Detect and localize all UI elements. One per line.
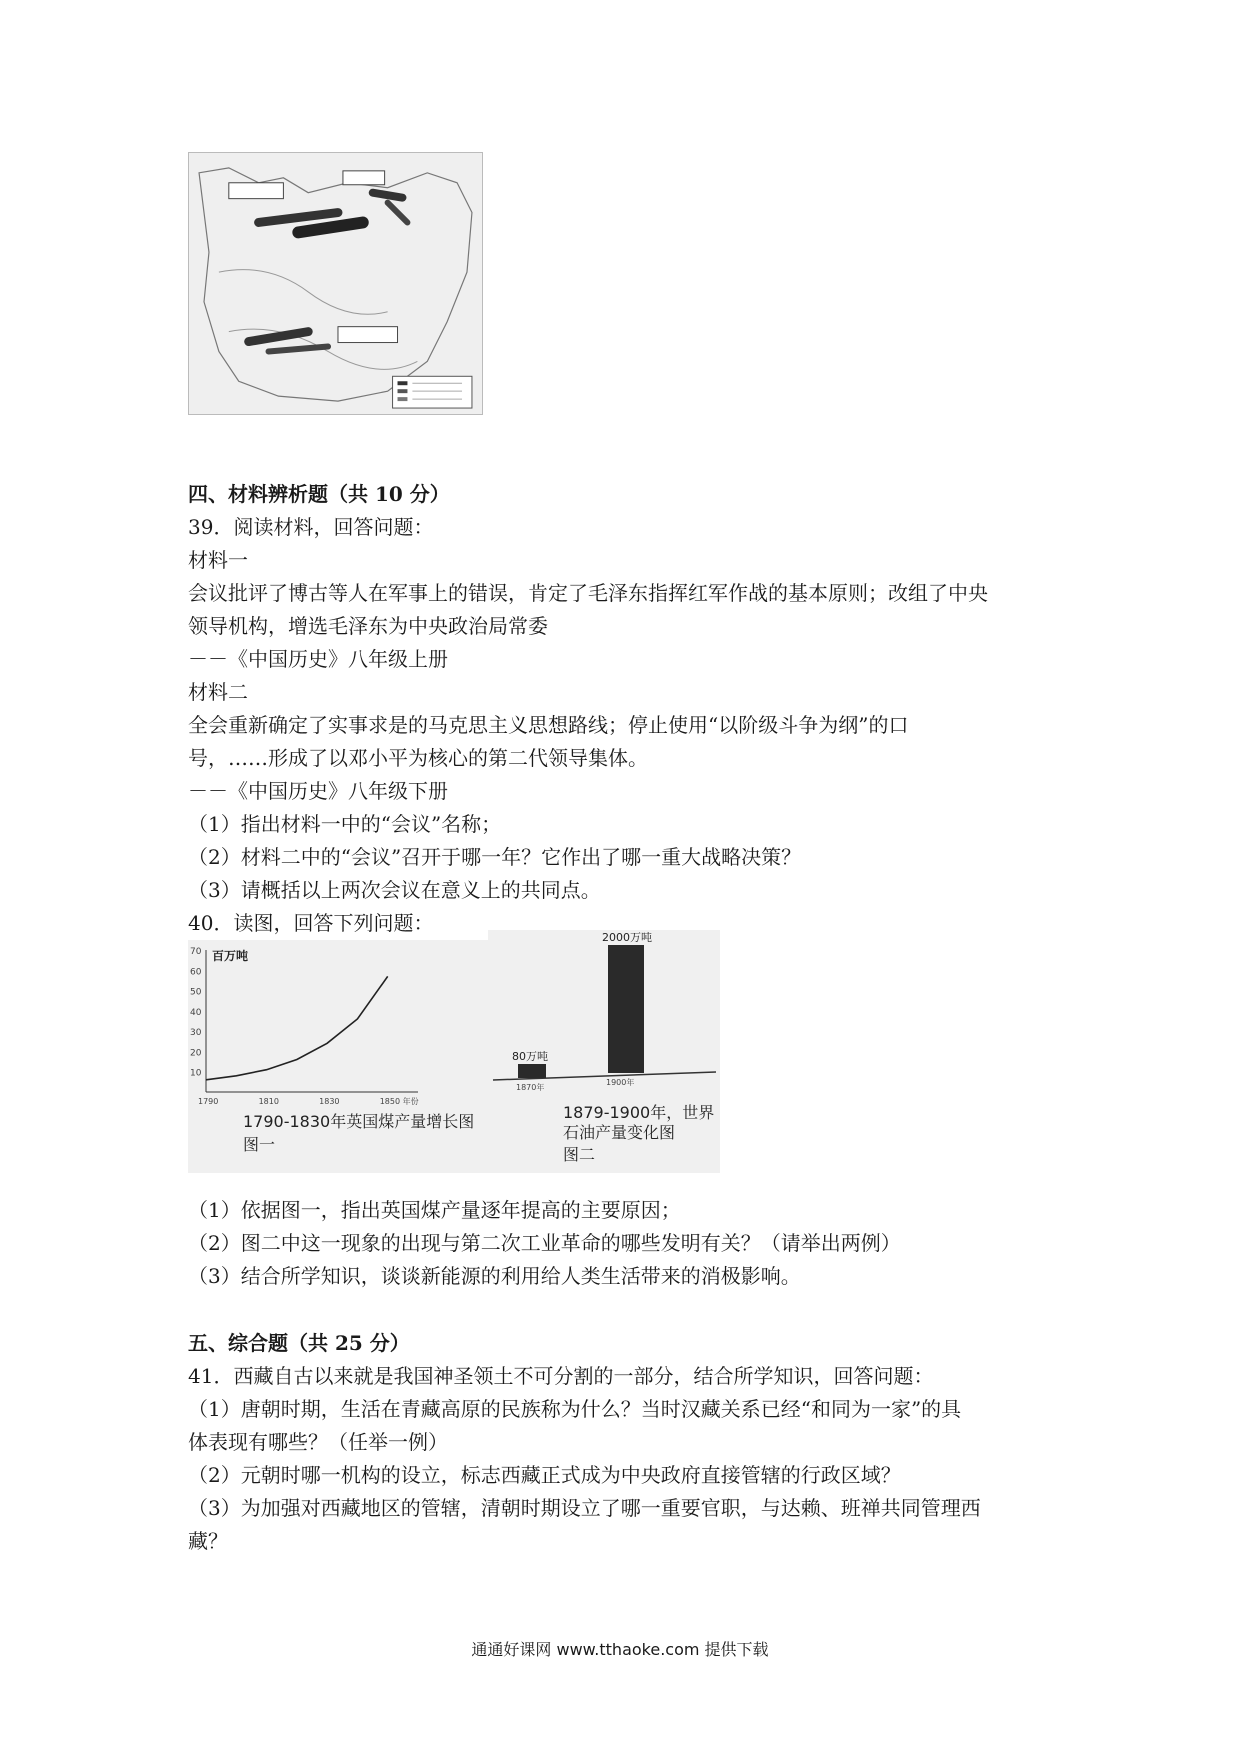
q41-sub2: （2）元朝时哪一机构的设立，标志西藏正式成为中央政府直接管辖的行政区域？ [188,1463,901,1487]
coal-x-tick-label: 1790 [198,1097,219,1106]
q41-sub3-line2: 藏？ [188,1529,228,1553]
oil-chart-title-line2: 石油产量变化图 [563,1123,676,1142]
coal-line-chart [188,940,488,1173]
oil-chart-title-line1: 1879-1900年，世界 [563,1103,715,1122]
oil-x-tick-label: 1870年 [516,1083,545,1092]
q39-material1-line2: 领导机构，增选毛泽东为中央政治局常委 [188,614,548,638]
coal-series-line [206,976,388,1079]
q39-sub2: （2）材料二中的“会议”召开于哪一年？它作出了哪一重大战略决策？ [188,845,802,869]
map-figure [188,152,483,415]
q40-sub3: （3）结合所学知识，谈谈新能源的利用给人类生活带来的消极影响。 [188,1264,801,1288]
coal-y-tick-label: 60 [190,967,202,978]
q39-material1-source: －－《中国历史》八年级上册 [188,647,448,671]
q39-material1-line1: 会议批评了博古等人在军事上的错误，肯定了毛泽东指挥红军作战的基本原则；改组了中央 [188,581,988,605]
q39-sub1: （1）指出材料一中的“会议”名称； [188,812,502,836]
coal-x-tick-label: 1850 年份 [379,1097,419,1106]
coal-y-axis-label: 百万吨 [212,949,249,963]
page-footer: 通通好课网 www.tthaoke.com 提供下载 [471,1640,769,1659]
q40-sub1: （1）依据图一，指出英国煤产量逐年提高的主要原因； [188,1198,681,1222]
oil-chart [488,930,720,1173]
q40-stem: 40．读图，回答下列问题： [188,911,434,935]
oil-bar-chart [488,930,720,1173]
coal-y-tick-label: 40 [190,1007,202,1018]
q41-sub1-line1: （1）唐朝时期，生活在青藏高原的民族称为什么？当时汉藏关系已经“和同为一家”的具 [188,1397,962,1421]
coal-y-tick-label: 10 [190,1068,202,1079]
section5-title: 五、综合题（共 25 分） [188,1331,410,1355]
oil-bar [608,945,644,1073]
q41-sub3-line1: （3）为加强对西藏地区的管辖，清朝时期设立了哪一重要官职，与达赖、班禅共同管理西 [188,1496,981,1520]
q39-material1-title: 材料一 [188,548,248,572]
oil-bar [518,1064,546,1078]
coal-chart-caption: 图一 [243,1135,276,1154]
q39-material2-line1: 全会重新确定了实事求是的马克思主义思想路线；停止使用“以阶级斗争为纲”的口 [188,713,909,737]
q39-sub3: （3）请概括以上两次会议在意义上的共同点。 [188,878,601,902]
coal-x-tick-label: 1830 [319,1097,340,1106]
coal-chart [188,940,488,1173]
oil-chart-caption: 图二 [563,1145,596,1164]
map-drawing [189,153,482,414]
coal-chart-title: 1790-1830年英国煤产量增长图 [243,1112,475,1131]
coal-y-tick-label: 70 [190,947,202,957]
coal-y-tick-label: 30 [190,1028,202,1039]
coal-y-tick-label: 20 [190,1048,202,1059]
coal-y-tick-label: 50 [190,987,202,998]
q39-material2-source: －－《中国历史》八年级下册 [188,779,448,803]
q39-material2-line2: 号，……形成了以邓小平为核心的第二代领导集体。 [188,746,648,770]
coal-x-tick-label: 1810 [258,1097,279,1106]
oil-x-tick-label: 1900年 [606,1078,635,1087]
q39-stem: 39．阅读材料，回答问题： [188,515,434,539]
oil-bar-value-label: 2000万吨 [602,931,652,944]
q41-stem: 41．西藏自古以来就是我国神圣领土不可分割的一部分，结合所学知识，回答问题： [188,1364,934,1388]
section4-title: 四、材料辨析题（共 10 分） [188,482,450,506]
q41-sub1-line2: 体表现有哪些？（任举一例） [188,1430,448,1454]
q40-sub2: （2）图二中这一现象的出现与第二次工业革命的哪些发明有关？（请举出两例） [188,1231,901,1255]
oil-bar-value-label: 80万吨 [512,1050,548,1063]
q39-material2-title: 材料二 [188,680,248,704]
